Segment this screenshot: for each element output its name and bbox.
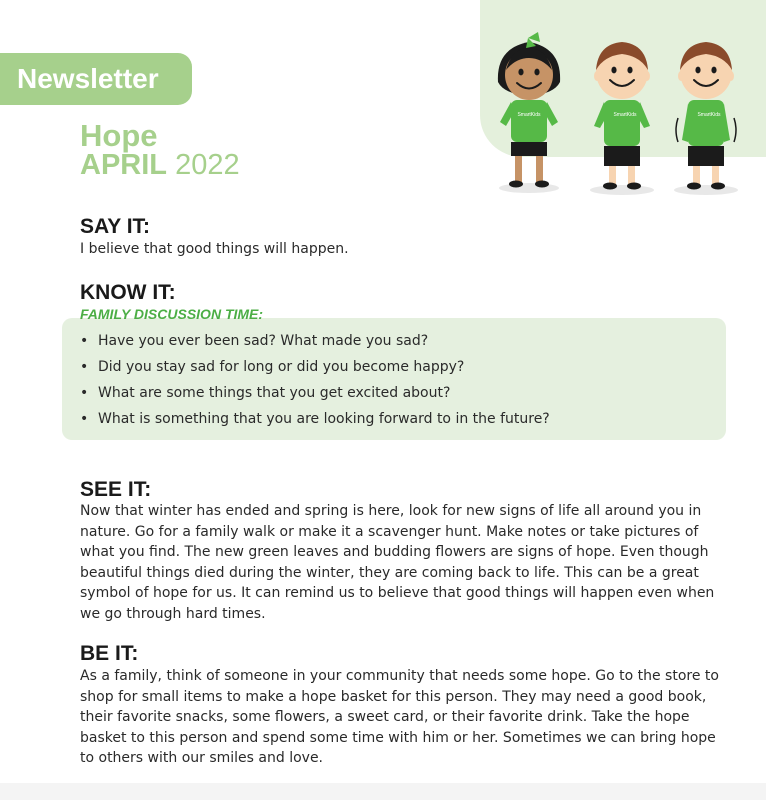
bullet-icon: • (80, 411, 89, 427)
question-text: What are some things that you get excited about? (98, 385, 451, 401)
see-it-paragraph (80, 501, 720, 624)
newsletter-tab: Newsletter (0, 53, 192, 105)
list-item (80, 331, 550, 357)
bullet-icon: • (80, 385, 89, 401)
paragraph-line: basket to this person and spend some time with him or her. Sometimes we can bring hope (80, 729, 716, 746)
boy-figure-right (676, 42, 736, 190)
shirt-logo: SmartKids (697, 112, 721, 118)
say-it-heading: SAY IT: (80, 215, 151, 238)
discussion-question-list (80, 331, 550, 435)
list-item (80, 357, 550, 383)
theme-title: Hope (80, 118, 158, 153)
be-it-heading: BE IT: (80, 642, 139, 665)
paragraph-line: what you find. The new green leaves and budding flowers are signs of hope. Even though (80, 544, 709, 560)
paragraph-line: beautiful things died during the winter, they are coming back to life. This can be a great (80, 564, 699, 581)
paragraph-line: their favorite snacks, some flowers, a sweet card, or their favorite drink. Take the hope (80, 709, 690, 725)
list-item (80, 409, 550, 435)
list-item (80, 383, 550, 409)
know-it-heading: KNOW IT: (80, 281, 176, 304)
issue-date (80, 148, 240, 182)
question-text: What is something that you are looking forward to in the future? (98, 411, 550, 427)
family-discussion-subheading: FAMILY DISCUSSION TIME: (80, 306, 264, 322)
issue-month: APRIL (80, 149, 167, 181)
paragraph-line: nature. Go for a family walk or make it a scavenger hunt. Make notes or take pictures of (80, 523, 699, 540)
kids-illustration-icon (484, 30, 766, 200)
paragraph-line: As a family, think of someone in your community that needs some hope. Go to the store to (80, 668, 719, 684)
bullet-icon: • (80, 333, 89, 349)
bullet-icon: • (80, 359, 89, 375)
say-it-text: I believe that good things will happen. (80, 241, 349, 257)
boy-figure-left (594, 42, 650, 190)
see-it-heading: SEE IT: (80, 478, 152, 501)
question-text: Have you ever been sad? What made you sad? (98, 333, 429, 349)
paragraph-line: symbol of hope for us. It can remind us to believe that good things will happen even when (80, 585, 715, 601)
paragraph-line: to others with our smiles and love. (80, 750, 324, 766)
shirt-logo: SmartKids (517, 112, 541, 118)
paragraph-line: shop for small items to make a hope basket for this person. They may need a good book, (80, 688, 707, 705)
question-text: Did you stay sad for long or did you become happy? (98, 359, 465, 375)
issue-year: 2022 (175, 149, 240, 181)
girl-figure (498, 32, 560, 188)
shirt-logo: SmartKids (613, 112, 637, 118)
page-footer-strip (0, 783, 766, 800)
paragraph-line: we go through hard times. (80, 605, 266, 622)
be-it-paragraph (80, 666, 720, 769)
paragraph-line: Now that winter has ended and spring is here, look for new signs of life all around you in (80, 503, 702, 519)
